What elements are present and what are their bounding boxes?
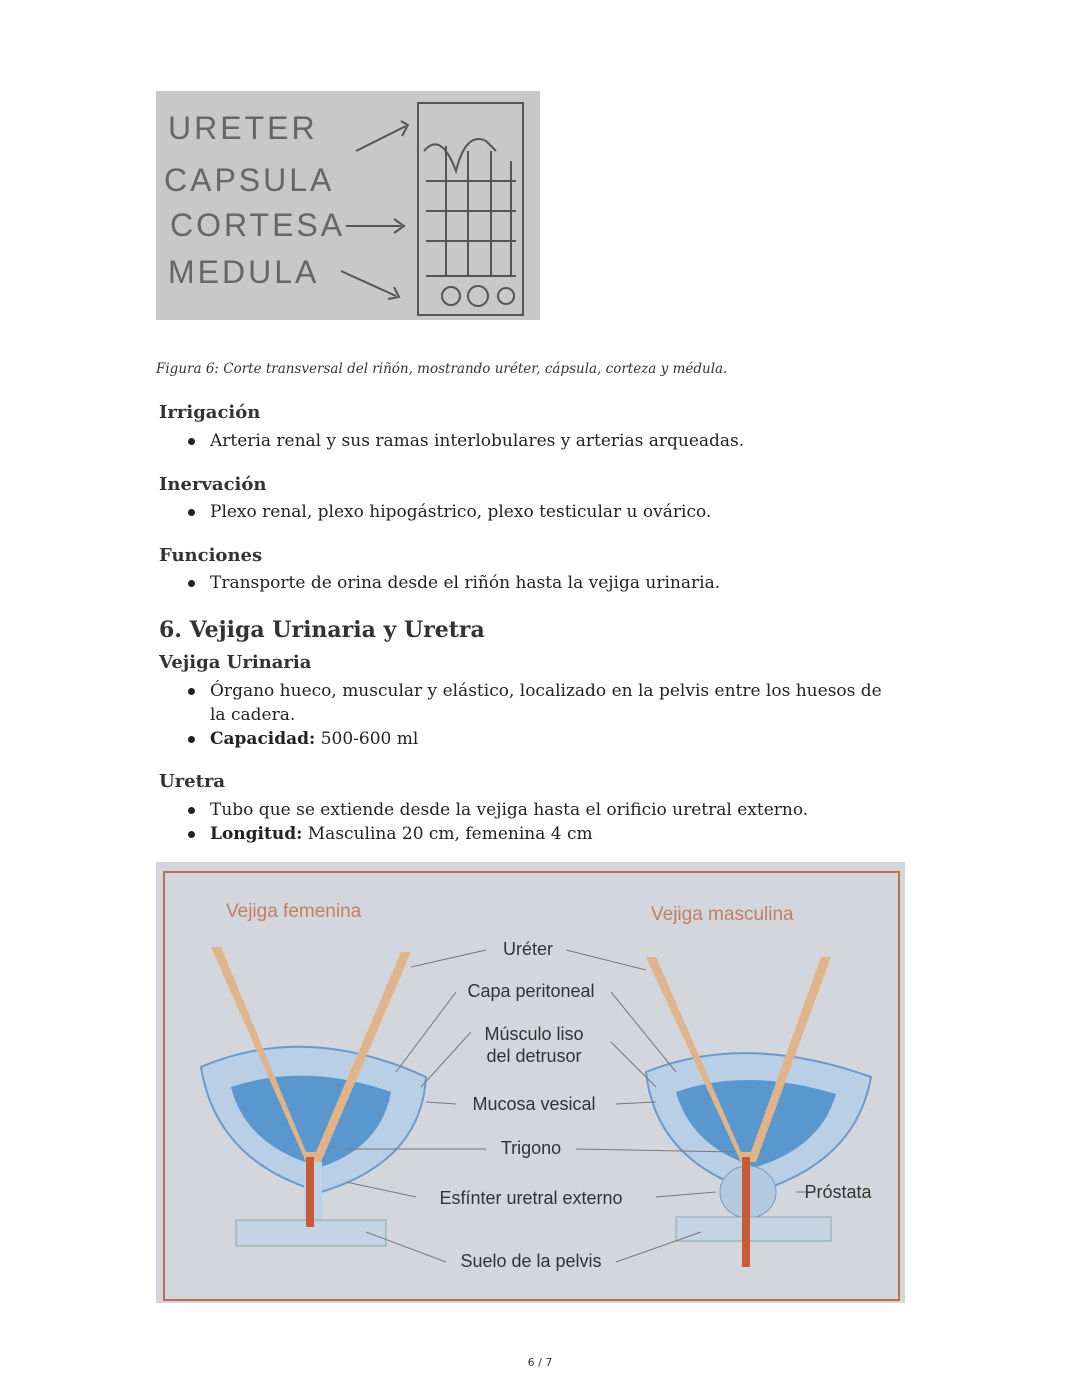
section-title: 6. Vejiga Urinaria y Uretra bbox=[159, 617, 485, 643]
diagram-label: Suelo de la pelvis bbox=[460, 1251, 602, 1271]
list-inervacion bbox=[188, 500, 888, 524]
diagram-title-male: Vejiga masculina bbox=[651, 904, 794, 925]
kidney-sketch-image bbox=[156, 91, 540, 320]
heading-vejiga: Vejiga Urinaria bbox=[159, 652, 312, 673]
diagram-label: Músculo liso bbox=[484, 1024, 584, 1044]
heading-uretra: Uretra bbox=[159, 771, 226, 792]
list-item bbox=[188, 822, 888, 846]
list-item: Arteria renal y sus ramas interlobulares y arterias arqueadas. bbox=[188, 429, 888, 453]
heading-irrigacion: Irrigación bbox=[159, 402, 261, 423]
heading-inervacion: Inervación bbox=[159, 474, 267, 495]
list-vejiga bbox=[188, 679, 888, 751]
list-item: Transporte de orina desde el riñón hasta la vejiga urinaria. bbox=[188, 571, 888, 595]
figure-caption: Figura 6: Corte transversal del riñón, mostrando uréter, cápsula, corteza y médula. bbox=[156, 361, 728, 377]
list-item: Plexo renal, plexo hipogástrico, plexo testicular u ovárico. bbox=[188, 500, 888, 524]
bladder-diagram-image bbox=[156, 862, 905, 1303]
diagram-label: Trigono bbox=[500, 1138, 562, 1158]
item-label: Capacidad: bbox=[210, 729, 316, 749]
diagram-label: del detrusor bbox=[486, 1046, 582, 1066]
diagram-label: Uréter bbox=[502, 939, 554, 959]
list-uretra bbox=[188, 798, 888, 846]
diagram-label: Esfínter uretral externo bbox=[439, 1188, 623, 1208]
diagram-label: Próstata bbox=[804, 1182, 872, 1202]
page-number: 6 / 7 bbox=[527, 1356, 553, 1369]
list-item: Tubo que se extiende desde la vejiga hasta el orificio uretral externo. bbox=[188, 798, 888, 822]
list-funciones bbox=[188, 571, 888, 595]
list-item bbox=[188, 727, 888, 751]
sketch-label: URETER bbox=[168, 110, 318, 146]
heading-funciones: Funciones bbox=[159, 545, 263, 566]
list-item: Órgano hueco, muscular y elástico, localizado en la pelvis entre los huesos de la cadera. bbox=[188, 679, 888, 727]
diagram-label: Capa peritoneal bbox=[467, 981, 595, 1001]
list-irrigacion bbox=[188, 429, 888, 453]
item-value: Masculina 20 cm, femenina 4 cm bbox=[302, 824, 593, 844]
sketch-label: CAPSULA bbox=[164, 162, 335, 198]
item-value: 500-600 ml bbox=[315, 729, 419, 749]
diagram-label: Mucosa vesical bbox=[472, 1094, 596, 1114]
item-label: Longitud: bbox=[210, 824, 303, 844]
diagram-title-female: Vejiga femenina bbox=[226, 901, 362, 922]
sketch-label: CORTESA bbox=[170, 207, 346, 243]
sketch-label: MEDULA bbox=[168, 254, 320, 290]
